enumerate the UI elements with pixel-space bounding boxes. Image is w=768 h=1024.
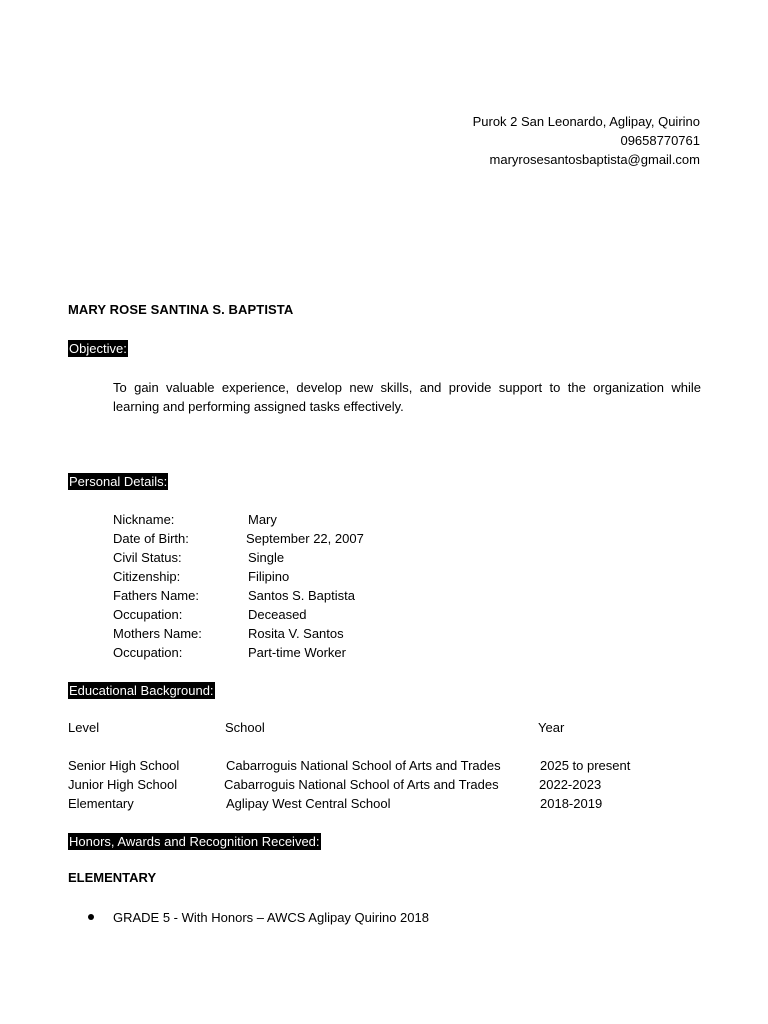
education-header-school: School: [225, 720, 265, 735]
education-header-level: Level: [68, 720, 100, 735]
honors-heading: Honors, Awards and Recognition Received:: [69, 834, 320, 849]
education-school: Cabarroguis National School of Arts and Trades: [226, 758, 501, 773]
contact-block: [473, 112, 700, 169]
honor-item-text: GRADE 5 - With Honors – AWCS Aglipay Quirino 2018: [113, 910, 429, 925]
education-school: Aglipay West Central School: [226, 796, 391, 811]
bullet-icon: [88, 914, 94, 920]
objective-text: To gain valuable experience, develop new skills, and provide support to the organization while learning and performing assigned tasks effectively.: [113, 380, 701, 414]
education-year: 2025 to present: [540, 758, 631, 773]
personal-value: Mary: [248, 512, 277, 527]
personal-label: Fathers Name:: [113, 588, 199, 603]
personal-label: Occupation:: [113, 645, 183, 660]
education-level: Senior High School: [68, 758, 180, 773]
contact-phone: 09658770761: [620, 133, 700, 148]
contact-email: maryrosesantosbaptista@gmail.com: [489, 152, 700, 167]
personal-value: Santos S. Baptista: [248, 588, 355, 603]
education-level: Junior High School: [68, 777, 178, 792]
education-year: 2018-2019: [540, 796, 603, 811]
contact-address: Purok 2 San Leonardo, Aglipay, Quirino: [472, 114, 700, 129]
education-year: 2022-2023: [539, 777, 602, 792]
personal-label: Citizenship:: [113, 569, 181, 584]
personal-label: Nickname:: [113, 512, 175, 527]
personal-value: September 22, 2007: [246, 531, 364, 546]
personal-label: Mothers Name:: [113, 626, 202, 641]
personal-label: Occupation:: [113, 607, 183, 622]
education-school: Cabarroguis National School of Arts and Trades: [224, 777, 499, 792]
personal-value: Deceased: [248, 607, 307, 622]
personal-details-heading: Personal Details:: [69, 474, 168, 489]
applicant-name: MARY ROSE SANTINA S. BAPTISTA: [68, 302, 294, 317]
personal-value: Rosita V. Santos: [248, 626, 344, 641]
personal-value: Filipino: [248, 569, 290, 584]
education-header-year: Year: [538, 720, 565, 735]
personal-label: Civil Status:: [113, 550, 182, 565]
personal-label: Date of Birth:: [113, 531, 189, 546]
education-level: Elementary: [68, 796, 134, 811]
personal-value: Part-time Worker: [248, 645, 346, 660]
objective-heading: Objective:: [69, 341, 127, 356]
honors-subheading: ELEMENTARY: [68, 870, 157, 885]
personal-value: Single: [248, 550, 285, 565]
education-heading: Educational Background:: [69, 683, 214, 698]
